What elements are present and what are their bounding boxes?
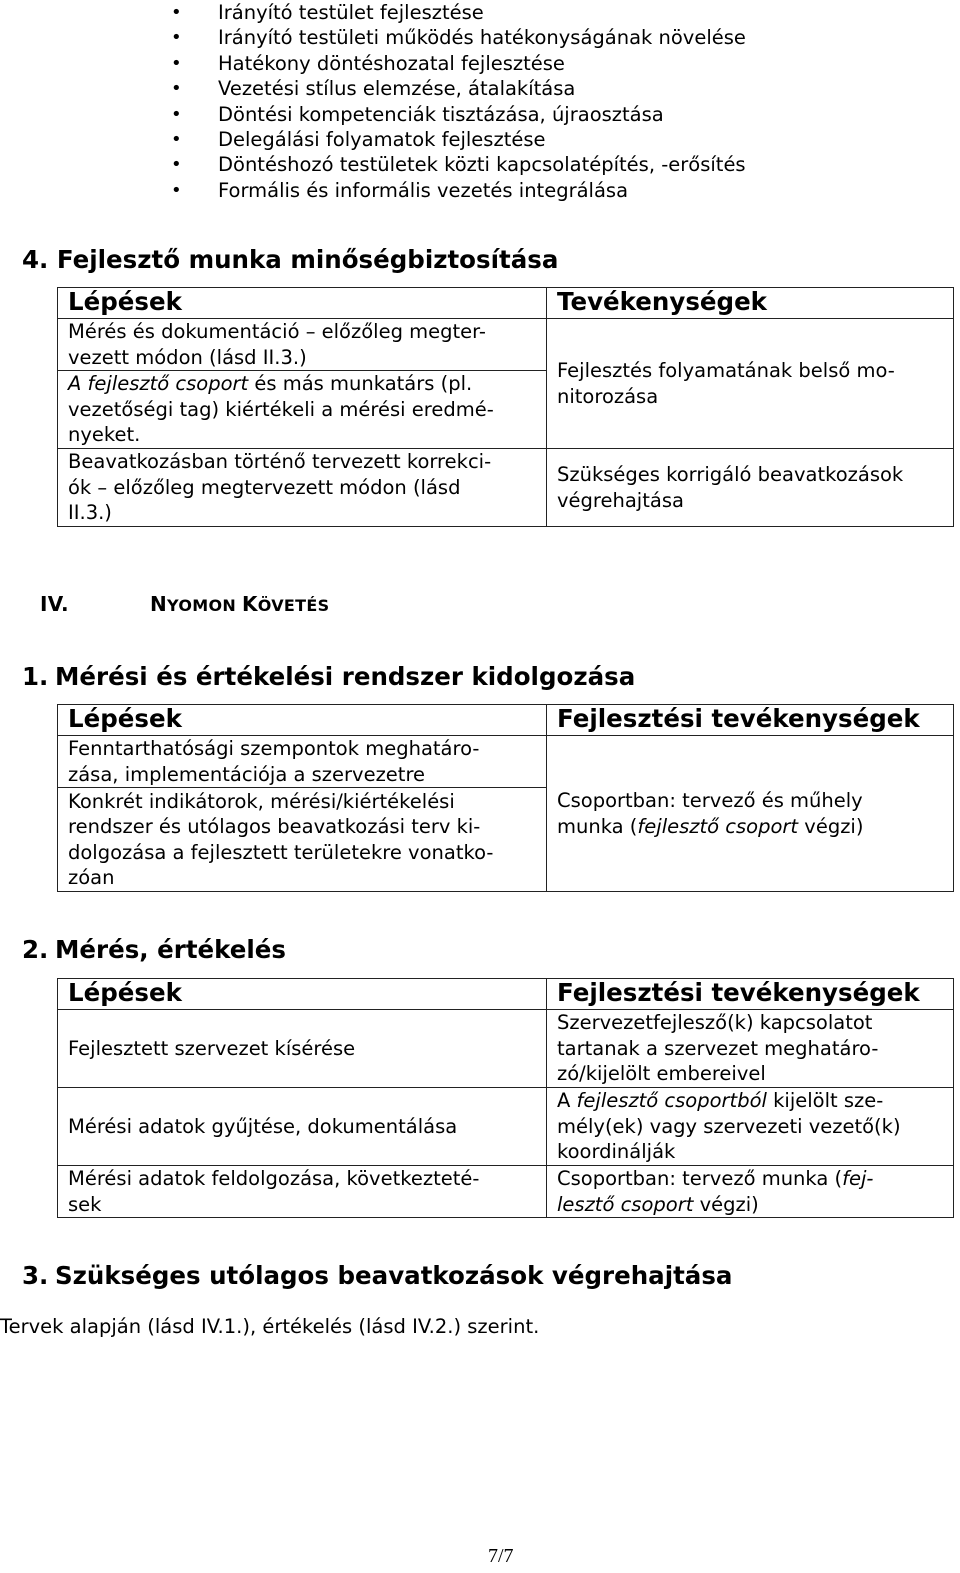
list-item: • Formális és informális vezetés integrálása [170, 178, 746, 203]
column-header-activities: Fejlesztési tevékenységek [547, 979, 954, 1010]
section-heading-4: 4. Fejlesztő munka minőségbiztosítása [22, 245, 559, 274]
section-heading-1: 1. Mérési és értékelési rendszer kidolgozása [22, 662, 636, 691]
table-measurement-evaluation [57, 978, 954, 1218]
table-measurement-system [57, 704, 954, 892]
column-header-activities: Tevékenységek [547, 288, 954, 319]
table-cell: Szükséges korrigáló beavatkozások végrehajtása [547, 449, 954, 527]
list-item: • Döntéshozó testületek közti kapcsolatépítés, -erősítés [170, 152, 746, 177]
table-cell: Csoportban: tervező munka (fej- lesztő csoport végzi) [547, 1166, 954, 1218]
table-cell: Konkrét indikátorok, mérési/kiértékelési rendszer és utólagos beavatkozási terv ki- dolgozása a fejlesztett területekre vonatko- zóan [58, 788, 547, 892]
list-item: • Irányító testületi működés hatékonyságának növelése [170, 25, 746, 50]
list-item: • Irányító testület fejlesztése [170, 0, 746, 25]
table-cell: Fejlesztett szervezet kísérése [58, 1010, 547, 1088]
list-item: • Vezetési stílus elemzése, átalakítása [170, 76, 746, 101]
table-cell: A fejlesztő csoportból kijelölt sze- mély(ek) vagy szervezeti vezető(k) koordinálják [547, 1088, 954, 1166]
list-item: • Delegálási folyamatok fejlesztése [170, 127, 746, 152]
paragraph: Tervek alapján (lásd IV.1.), értékelés (lásd IV.2.) szerint. [0, 1315, 540, 1338]
column-header-steps: Lépések [58, 288, 547, 319]
section-heading-3: 3. Szükséges utólagos beavatkozások végrehajtása [22, 1261, 733, 1290]
table-cell: Beavatkozásban történő tervezett korrekci- ók – előzőleg megtervezett módon (lásd II.3.) [58, 449, 547, 527]
table-cell: Mérési adatok gyűjtése, dokumentálása [58, 1088, 547, 1166]
table-cell: Mérési adatok feldolgozása, következteté- sek [58, 1166, 547, 1218]
table-cell: Fejlesztés folyamatának belső mo- nitorozása [547, 319, 954, 449]
table-cell: Csoportban: tervező és műhely munka (fejlesztő csoport végzi) [547, 736, 954, 892]
chapter-title: NYOMON KÖVETÉS [150, 592, 330, 616]
chapter-number: IV. [40, 592, 69, 616]
table-cell: Mérés és dokumentáció – előzőleg megter- vezett módon (lásd II.3.) [58, 319, 547, 371]
list-item: • Hatékony döntéshozatal fejlesztése [170, 51, 746, 76]
page-number: 7/7 [488, 1545, 514, 1567]
table-cell: A fejlesztő csoport és más munkatárs (pl. vezetőségi tag) kiértékeli a mérési eredmé- nyeket. [58, 371, 547, 449]
column-header-activities: Fejlesztési tevékenységek [547, 705, 954, 736]
table-cell: Szervezetfejlesző(k) kapcsolatot tartanak a szervezet meghatáro- zó/kijelölt embereivel [547, 1010, 954, 1088]
column-header-steps: Lépések [58, 705, 547, 736]
section-heading-2: 2. Mérés, értékelés [22, 935, 286, 964]
list-item: • Döntési kompetenciák tisztázása, újraosztása [170, 102, 746, 127]
column-header-steps: Lépések [58, 979, 547, 1010]
bullet-list [170, 0, 746, 203]
table-cell: Fenntarthatósági szempontok meghatáro- zása, implementációja a szervezetre [58, 736, 547, 788]
table-quality-assurance [57, 287, 954, 527]
